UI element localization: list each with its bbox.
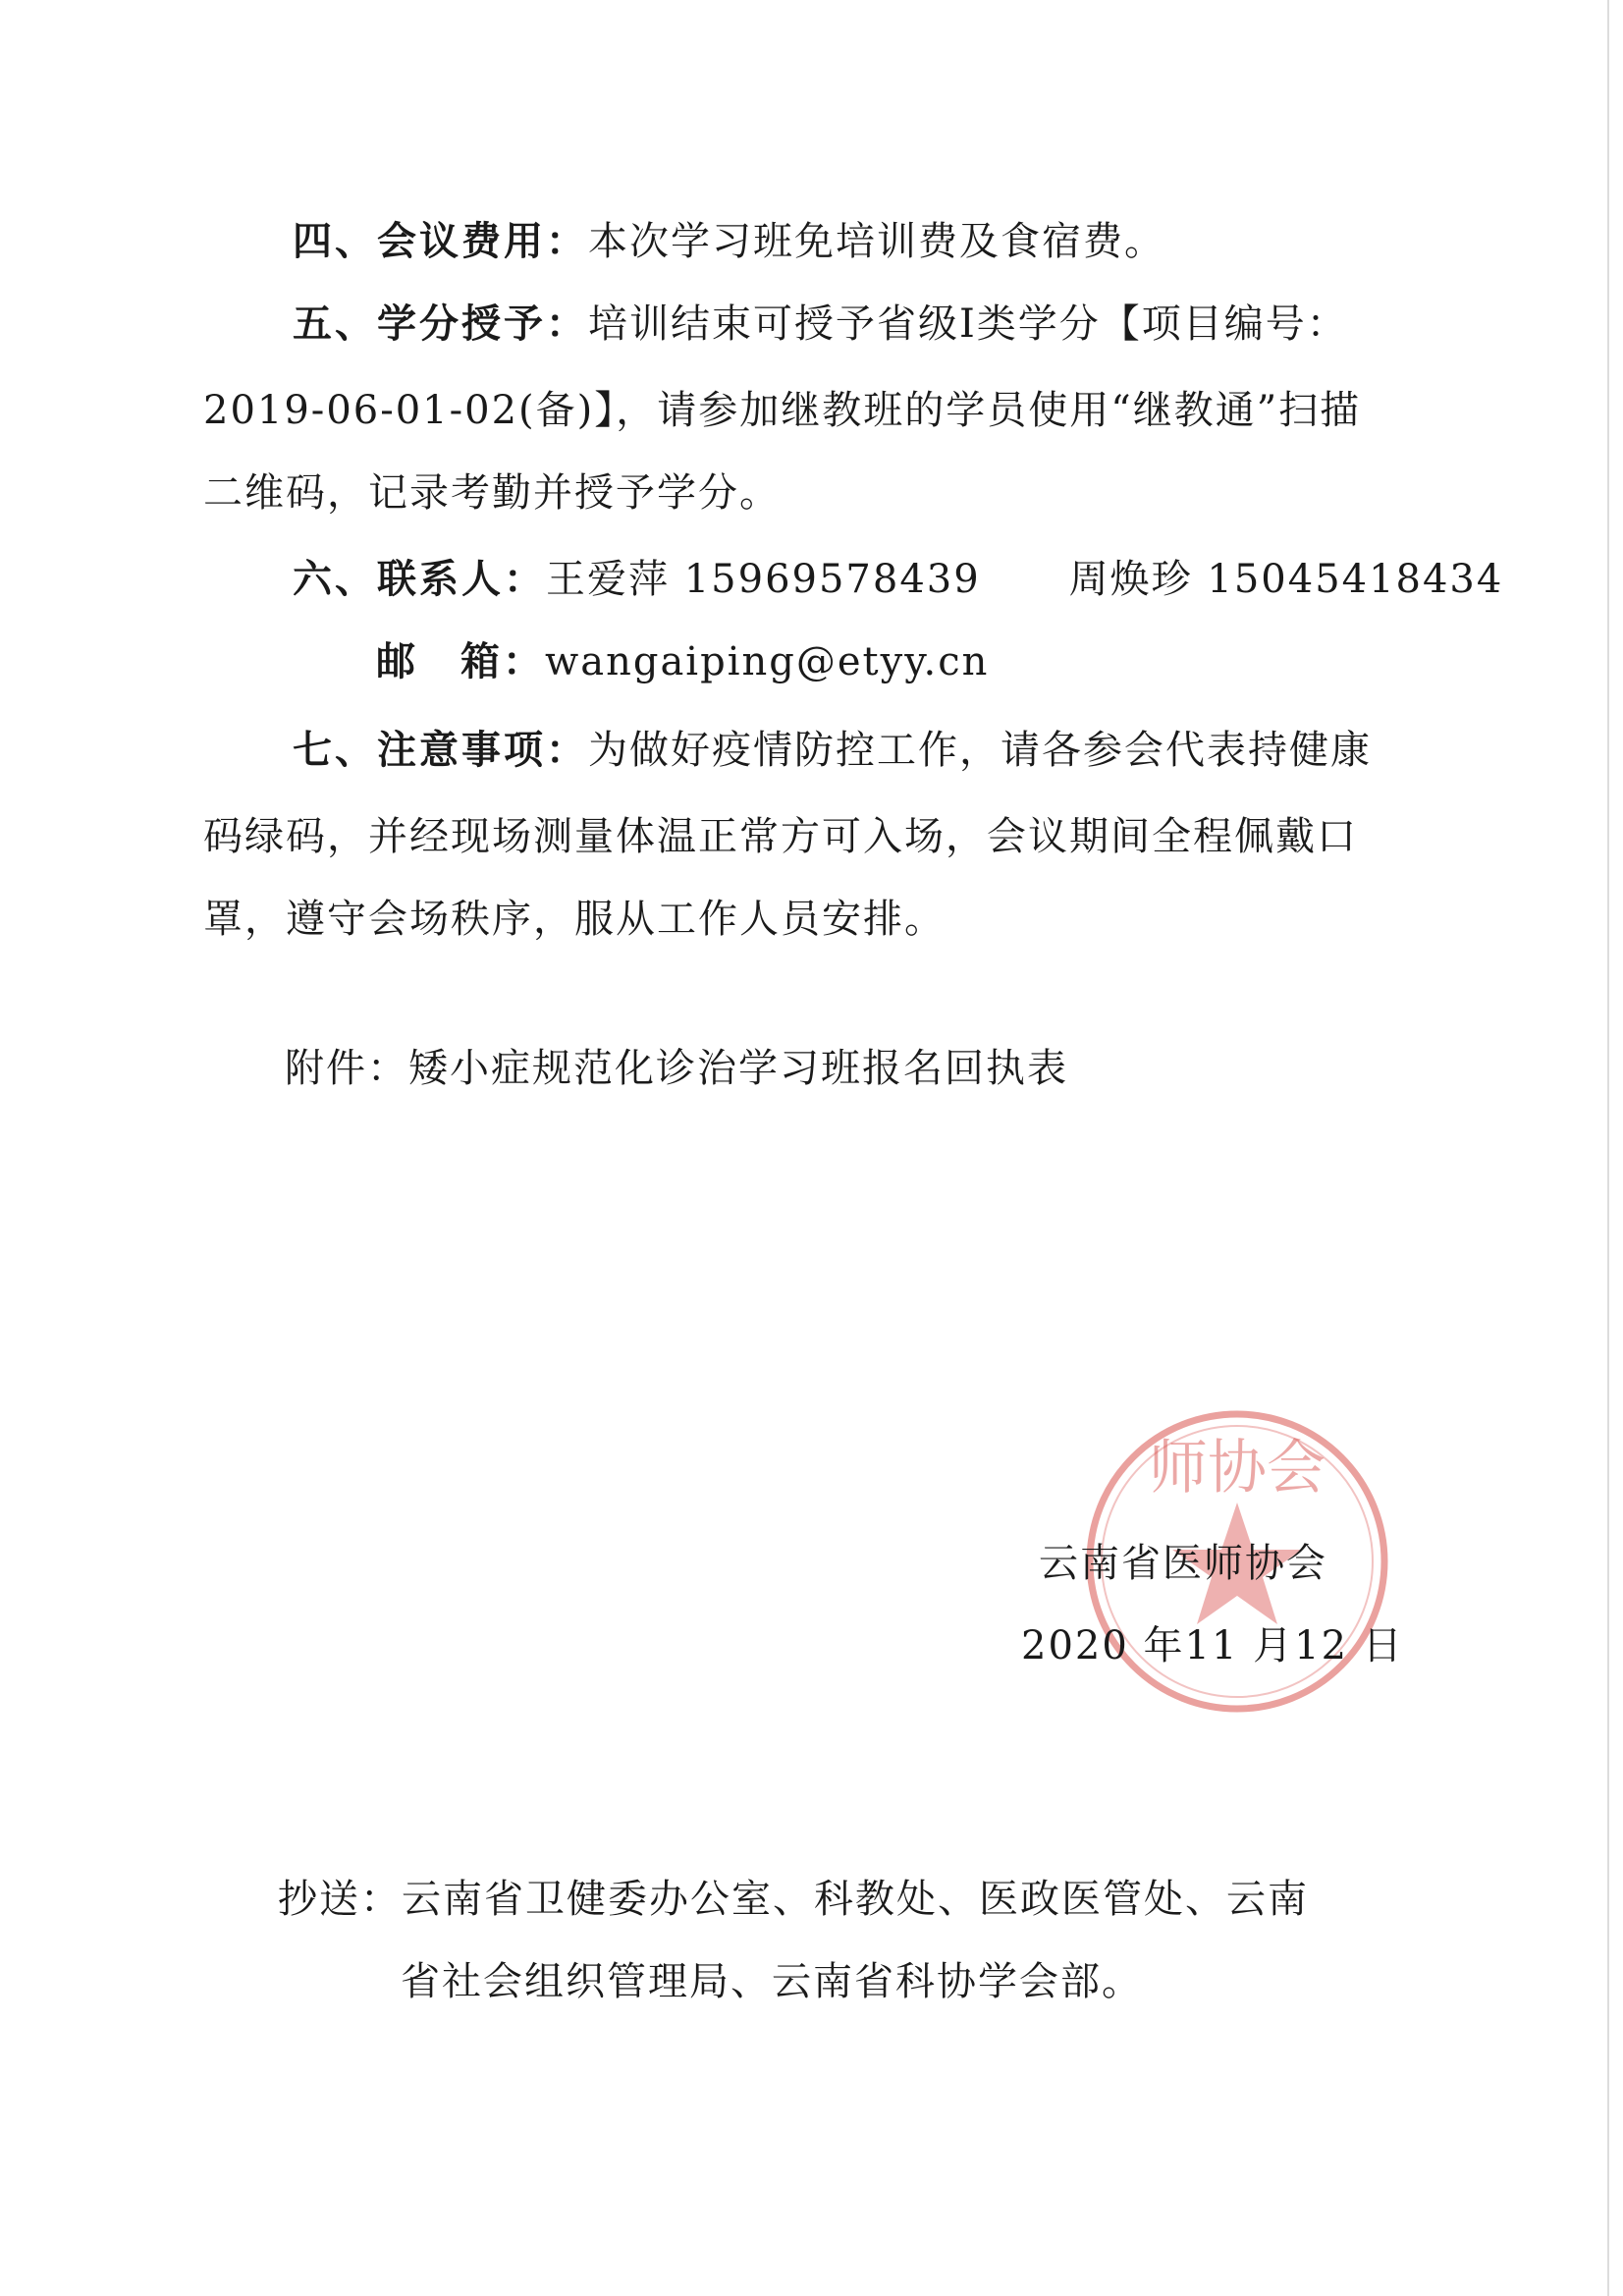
notice-line-3: 罩，遵守会场秩序，服从工作人员安排。 [203,897,946,942]
date-day-unit: 日 [1362,1623,1404,1668]
attachment-line: 附件：矮小症规范化诊治学习班报名回执表 [285,1046,1068,1091]
signature-date [1021,1622,1404,1669]
date-year: 2020 [1021,1623,1129,1668]
fee-line [293,218,1165,265]
contact-person2-name: 周焕珍 [1068,557,1193,602]
credit-line-2: 2019-06-01-02(备)】，请参加继教班的学员使用“继教通”扫描 [203,388,1362,433]
notice-line-1 [293,727,1372,774]
date-day: 12 [1294,1623,1349,1668]
credit-line-1 [293,301,1348,348]
seal-text: 师协会 [1149,1434,1325,1503]
notice-line-2: 码绿码，并经现场测量体温正常方可入场，会议期间全程佩戴口 [203,814,1358,859]
contact-person2-phone: 15045418434 [1207,557,1504,602]
credit-line-3: 二维码，记录考勤并授予学分。 [203,470,781,516]
credit-heading: 五、学分授予： [293,301,588,347]
contact-person1-name: 王爱萍 [546,557,670,602]
page-edge [1607,0,1609,2296]
date-year-unit: 年 [1143,1623,1185,1668]
contact-person1-phone: 15969578439 [683,557,981,602]
email-line [376,638,989,685]
date-month-unit: 月 [1253,1623,1295,1668]
contact-line [293,556,1503,603]
email-label: 邮 箱： [376,639,545,684]
cc-line-2: 省社会组织管理局、云南省科协学会部。 [401,1959,1143,2004]
email-value: wangaiping@etyy.cn [545,639,990,684]
date-month: 11 [1184,1623,1239,1668]
notice-text-1: 为做好疫情防控工作，请各参会代表持健康 [588,728,1372,773]
fee-heading: 四、会议费用： [293,219,588,264]
signature-org: 云南省医师协会 [1039,1541,1327,1586]
contact-heading: 六、联系人： [293,557,546,602]
cc-line-1: 抄送：云南省卫健委办公室、科教处、医政医管处、云南 [278,1877,1309,1922]
fee-text: 本次学习班免培训费及食宿费。 [588,219,1165,264]
notice-heading: 七、注意事项： [293,728,588,773]
credit-text-1: 培训结束可授予省级Ⅰ类学分【项目编号： [588,301,1348,347]
